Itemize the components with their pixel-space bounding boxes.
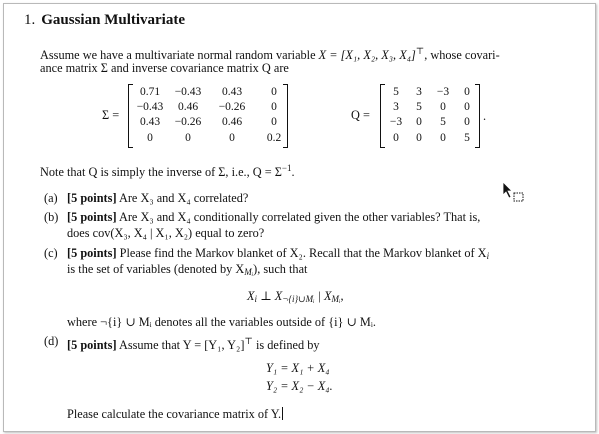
part-d-final[interactable]: Please calculate the covariance matrix of Y. (67, 407, 282, 421)
sigma-cell-1-3: 0 (271, 101, 277, 113)
part-b-text-2: does cov(X₃, X₄ | X₁, X₂) equal to zero? (67, 226, 265, 240)
transpose-mark: ⊤ (415, 46, 425, 56)
part-d-label: (d) (44, 334, 59, 348)
q-cell-2-3: 0 (464, 116, 470, 128)
q-cell-2-2: 5 (440, 116, 446, 128)
q-label: Q = (351, 108, 370, 122)
q-cell-3-0: 0 (393, 132, 399, 144)
part-d-points: [5 points] (67, 338, 117, 352)
q-cell-0-0: 5 (393, 86, 399, 98)
x-vector: X = [X₁, X₂, X₃, X₄] (318, 48, 416, 62)
intro-line-2: ance matrix Σ and inverse covariance matrix Q are (40, 61, 289, 75)
q-cell-3-3: 5 (464, 132, 470, 144)
problem-number: 1. (24, 12, 36, 28)
mouse-pointer-icon (502, 181, 526, 203)
q-cell-1-2: 0 (440, 101, 446, 113)
sigma-cell-0-3: 0 (271, 86, 277, 98)
q-cell-2-1: 0 (416, 116, 422, 128)
part-c-where: where ¬{i} ∪ Mᵢ denotes all the variables outside of {i} ∪ Mᵢ. (67, 315, 376, 329)
problem-title-text: Gaussian Multivariate (41, 12, 186, 28)
sigma-cell-1-2: −0.26 (218, 101, 246, 113)
part-a-text: [5 points] Are X₃ and X₄ correlated? (67, 191, 249, 205)
part-b-label: (b) (44, 210, 59, 224)
part-c-text-1: [5 points] Please find the Markov blanket of X₂. Recall that the Markov blanket of $X_i$ (67, 246, 490, 261)
part-c-label: (c) (44, 246, 58, 260)
sigma-cell-2-2: 0.46 (221, 116, 243, 128)
text-caret (282, 407, 283, 420)
y1-equation: Y₁ = X₁ + X₄ (266, 361, 330, 375)
sigma-cell-1-1: 0.46 (177, 101, 199, 113)
sigma-cell-2-3: 0 (271, 116, 277, 128)
sigma-cell-3-2: 0 (229, 132, 235, 144)
intro-line-1: Assume we have a multivariate normal random variable X = [X₁, X₂, X₃, X₄]⊤, whose covari- (40, 46, 500, 62)
part-b-points: [5 points] (67, 210, 117, 224)
part-b-text-1: [5 points] Are X₃ and X₄ conditionally correlated given the other variables? That is, (67, 210, 481, 224)
sigma-label: Σ = (102, 108, 120, 122)
q-cell-1-1: 5 (416, 101, 422, 113)
q-cell-0-1: 3 (416, 86, 422, 98)
matrix-period: . (483, 109, 487, 123)
q-cell-2-0: −3 (389, 116, 403, 128)
part-a-label: (a) (44, 191, 58, 205)
q-cell-3-1: 0 (416, 132, 422, 144)
sigma-cell-3-1: 0 (185, 132, 191, 144)
q-matrix (380, 84, 480, 148)
sigma-cell-3-3: 0.2 (266, 132, 282, 144)
q-cell-3-2: 0 (440, 132, 446, 144)
sigma-cell-3-0: 0 (147, 132, 153, 144)
part-a-points: [5 points] (67, 191, 117, 205)
sigma-cell-0-0: 0.71 (139, 86, 161, 98)
note-line: Note that Q is simply the inverse of Σ, i.e., $Q = \Sigma^{-1}$. (40, 163, 295, 179)
problem-title (24, 12, 185, 29)
sigma-cell-2-0: 0.43 (139, 116, 161, 128)
q-cell-1-3: 0 (464, 101, 470, 113)
y2-equation: Y₂ = X₂ − X₄. (266, 379, 333, 393)
q-cell-0-3: 0 (464, 86, 470, 98)
sigma-matrix (128, 84, 288, 148)
part-c-points: [5 points] (67, 246, 117, 260)
sigma-cell-0-1: −0.43 (174, 86, 202, 98)
sigma-cell-1-0: −0.43 (136, 101, 164, 113)
markov-blanket-equation: $X_i$ ⊥ $X_{\neg\{i\}\cup Mᵢ}$ | $X_{Mᵢ}$, (247, 289, 344, 304)
part-c-text-2: is the set of variables (denoted by $X_{Mᵢ}$), such that (67, 262, 308, 277)
sigma-cell-2-1: −0.26 (174, 116, 202, 128)
q-cell-1-0: 3 (393, 101, 399, 113)
sigma-cell-0-2: 0.43 (221, 86, 243, 98)
q-cell-0-2: −3 (436, 86, 450, 98)
part-d-text-1: [5 points] Assume that Y = [Y₁, Y₂]⊤ is defined by (67, 336, 320, 352)
